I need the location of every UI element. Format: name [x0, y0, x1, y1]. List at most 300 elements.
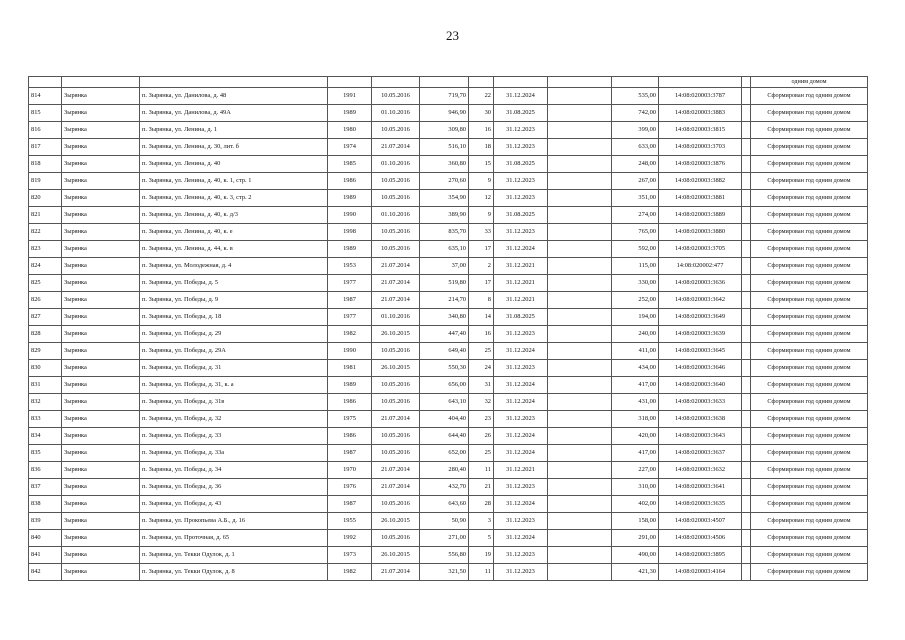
settlement-cell: Зырянка [62, 530, 140, 547]
address-cell: п. Зырянка, ул. Ленина, д. 1 [140, 122, 328, 139]
cost-cell: 434,00 [612, 360, 659, 377]
row-number-cell: 821 [29, 207, 62, 224]
cadastral-number-cell: 14:08:020003:3705 [659, 241, 742, 258]
address-cell: п. Зырянка, ул. Победы, д. 43 [140, 496, 328, 513]
date-cell: 26.10.2015 [372, 360, 420, 377]
date-cell: 21.07.2014 [372, 275, 420, 292]
method-cell: Сформирован год одним домом [751, 394, 868, 411]
method-cell: Сформирован год одним домом [751, 241, 868, 258]
cadastral-number-cell: 14:08:020003:3876 [659, 156, 742, 173]
cadastral-number-cell: 14:08:020003:4506 [659, 530, 742, 547]
method-cell: Сформирован год одним домом [751, 207, 868, 224]
settlement-cell: Зырянка [62, 309, 140, 326]
address-cell: п. Зырянка, ул. Победы, д. 5 [140, 275, 328, 292]
area-cell: 389,90 [420, 207, 469, 224]
cost-cell: 115,00 [612, 258, 659, 275]
year-cell: 1976 [328, 479, 372, 496]
empty-cell [548, 88, 612, 105]
cadastral-number-cell: 14:08:020003:3880 [659, 224, 742, 241]
cost-cell: 633,00 [612, 139, 659, 156]
cost-cell: 431,00 [612, 394, 659, 411]
date-cell: 01.10.2016 [372, 156, 420, 173]
empty-cell [742, 411, 751, 428]
table-row [29, 190, 868, 207]
empty-cell [548, 343, 612, 360]
empty-cell [742, 445, 751, 462]
table-row [29, 530, 868, 547]
cost-cell: 402,00 [612, 496, 659, 513]
settlement-cell: Зырянка [62, 343, 140, 360]
empty-cell [548, 326, 612, 343]
page-number: 23 [446, 28, 459, 43]
empty-cell [742, 428, 751, 445]
year-cell: 1982 [328, 564, 372, 581]
units-cell: 31 [469, 377, 494, 394]
row-number-cell: 816 [29, 122, 62, 139]
method-cell: Сформирован год одним домом [751, 224, 868, 241]
method-cell: Сформирован год одним домом [751, 122, 868, 139]
cost-cell: 274,00 [612, 207, 659, 224]
year-cell: 1955 [328, 513, 372, 530]
units-cell: 18 [469, 139, 494, 156]
year-cell: 1990 [328, 207, 372, 224]
empty-cell [548, 479, 612, 496]
cadastral-number-cell: 14:08:020003:3643 [659, 428, 742, 445]
empty-cell [742, 241, 751, 258]
units-cell: 26 [469, 428, 494, 445]
address-cell: п. Зырянка, ул. Текки Одулок, д. 8 [140, 564, 328, 581]
empty-cell [548, 360, 612, 377]
empty-cell [742, 139, 751, 156]
area-cell: 50,90 [420, 513, 469, 530]
date-cell: 21.07.2014 [372, 462, 420, 479]
table-row [29, 224, 868, 241]
area-cell: 37,00 [420, 258, 469, 275]
address-cell: п. Зырянка, ул. Ленина, д. 40, к. е [140, 224, 328, 241]
empty-cell [548, 105, 612, 122]
empty-cell [548, 564, 612, 581]
deadline-cell: 31.12.2023 [494, 224, 548, 241]
date-cell: 01.10.2016 [372, 207, 420, 224]
empty-cell [742, 394, 751, 411]
table-row [29, 105, 868, 122]
year-cell: 1987 [328, 496, 372, 513]
address-cell: п. Зырянка, ул. Победы, д. 31в [140, 394, 328, 411]
empty-cell [548, 139, 612, 156]
empty-cell [548, 292, 612, 309]
cost-cell: 194,00 [612, 309, 659, 326]
method-cell: Сформирован год одним домом [751, 547, 868, 564]
empty-cell [548, 190, 612, 207]
area-cell: 432,70 [420, 479, 469, 496]
date-cell: 10.05.2016 [372, 530, 420, 547]
date-cell: 01.10.2016 [372, 309, 420, 326]
empty-cell [548, 394, 612, 411]
cost-cell: 248,00 [612, 156, 659, 173]
cadastral-number-cell: 14:08:020003:3815 [659, 122, 742, 139]
cost-cell: 417,00 [612, 445, 659, 462]
address-cell: п. Зырянка, ул. Победы, д. 36 [140, 479, 328, 496]
deadline-cell: 31.12.2021 [494, 292, 548, 309]
cost-cell: 535,00 [612, 88, 659, 105]
address-cell: п. Зырянка, ул. Ленина, д. 30, лит. б [140, 139, 328, 156]
area-cell: 309,80 [420, 122, 469, 139]
cost-cell: 240,00 [612, 326, 659, 343]
date-cell: 21.07.2014 [372, 258, 420, 275]
table-row [29, 122, 868, 139]
date-cell: 10.05.2016 [372, 428, 420, 445]
empty-cell [548, 224, 612, 241]
address-cell: п. Зырянка, ул. Проточная, д. 65 [140, 530, 328, 547]
deadline-cell: 31.12.2021 [494, 258, 548, 275]
year-cell: 1998 [328, 224, 372, 241]
area-cell: 550,30 [420, 360, 469, 377]
cadastral-number-cell: 14:08:020003:3633 [659, 394, 742, 411]
year-cell: 1989 [328, 241, 372, 258]
settlement-cell: Зырянка [62, 445, 140, 462]
units-cell: 5 [469, 530, 494, 547]
table-row [29, 173, 868, 190]
year-cell: 1991 [328, 88, 372, 105]
address-cell: п. Зырянка, ул. Победы, д. 33 [140, 428, 328, 445]
settlement-cell: Зырянка [62, 479, 140, 496]
method-cell: Сформирован год одним домом [751, 292, 868, 309]
year-cell: 1977 [328, 309, 372, 326]
units-cell: 24 [469, 360, 494, 377]
empty-cell [742, 564, 751, 581]
area-cell: 643,10 [420, 394, 469, 411]
cost-cell: 417,00 [612, 377, 659, 394]
row-number-cell: 822 [29, 224, 62, 241]
date-cell: 26.10.2015 [372, 326, 420, 343]
address-cell: п. Зырянка, ул. Победы, д. 34 [140, 462, 328, 479]
cost-cell: 310,00 [612, 479, 659, 496]
area-cell: 635,10 [420, 241, 469, 258]
cadastral-number-cell: 14:08:020003:3889 [659, 207, 742, 224]
empty-cell [548, 496, 612, 513]
cost-cell: 291,00 [612, 530, 659, 547]
date-cell: 10.05.2016 [372, 445, 420, 462]
settlement-cell: Зырянка [62, 122, 140, 139]
year-cell: 1986 [328, 394, 372, 411]
cadastral-number-cell: 14:08:020003:3632 [659, 462, 742, 479]
table-row-continuation [29, 77, 868, 88]
deadline-cell: 31.12.2021 [494, 275, 548, 292]
date-cell: 10.05.2016 [372, 394, 420, 411]
address-cell: п. Зырянка, ул. Данилова, д. 48 [140, 88, 328, 105]
deadline-cell: 31.12.2024 [494, 496, 548, 513]
empty-cell [548, 530, 612, 547]
empty-cell [548, 411, 612, 428]
address-cell: п. Зырянка, ул. Победы, д. 33а [140, 445, 328, 462]
deadline-cell: 31.12.2023 [494, 547, 548, 564]
date-cell: 21.07.2014 [372, 564, 420, 581]
empty-cell [548, 445, 612, 462]
address-cell: п. Зырянка, ул. Ленина, д. 40, к. 3, стр. 2 [140, 190, 328, 207]
table-row [29, 445, 868, 462]
settlement-cell: Зырянка [62, 88, 140, 105]
date-cell: 21.07.2014 [372, 479, 420, 496]
table-row [29, 156, 868, 173]
address-cell: п. Зырянка, ул. Победы, д. 9 [140, 292, 328, 309]
table-row [29, 360, 868, 377]
year-cell: 1953 [328, 258, 372, 275]
units-cell: 21 [469, 479, 494, 496]
settlement-cell: Зырянка [62, 326, 140, 343]
deadline-cell: 31.12.2023 [494, 479, 548, 496]
deadline-cell: 31.12.2021 [494, 462, 548, 479]
deadline-cell: 31.12.2023 [494, 173, 548, 190]
row-number-cell: 835 [29, 445, 62, 462]
deadline-cell: 31.12.2024 [494, 343, 548, 360]
address-cell: п. Зырянка, ул. Победы, д. 31 [140, 360, 328, 377]
year-cell: 1970 [328, 462, 372, 479]
empty-cell [742, 513, 751, 530]
empty-cell [742, 122, 751, 139]
area-cell: 360,80 [420, 156, 469, 173]
settlement-cell: Зырянка [62, 564, 140, 581]
settlement-cell: Зырянка [62, 462, 140, 479]
deadline-cell: 31.08.2025 [494, 309, 548, 326]
empty-cell [548, 309, 612, 326]
date-cell: 10.05.2016 [372, 173, 420, 190]
row-number-cell: 842 [29, 564, 62, 581]
cadastral-number-cell: 14:08:020003:3883 [659, 105, 742, 122]
deadline-cell: 31.12.2024 [494, 428, 548, 445]
settlement-cell: Зырянка [62, 275, 140, 292]
units-cell: 33 [469, 224, 494, 241]
date-cell: 21.07.2014 [372, 292, 420, 309]
deadline-cell: 31.12.2024 [494, 377, 548, 394]
area-cell: 354,90 [420, 190, 469, 207]
settlement-cell: Зырянка [62, 411, 140, 428]
empty-cell [548, 173, 612, 190]
units-cell: 9 [469, 173, 494, 190]
area-cell: 519,80 [420, 275, 469, 292]
settlement-cell: Зырянка [62, 207, 140, 224]
cost-cell: 267,00 [612, 173, 659, 190]
empty-cell [548, 462, 612, 479]
settlement-cell: Зырянка [62, 394, 140, 411]
empty-cell [742, 377, 751, 394]
units-cell: 16 [469, 122, 494, 139]
date-cell: 10.05.2016 [372, 343, 420, 360]
row-number-cell: 828 [29, 326, 62, 343]
empty-cell [742, 326, 751, 343]
address-cell: п. Зырянка, ул. Ленина, д. 40, к. 1, стр. 1 [140, 173, 328, 190]
table-row [29, 411, 868, 428]
date-cell: 10.05.2016 [372, 224, 420, 241]
deadline-cell: 31.12.2024 [494, 88, 548, 105]
units-cell: 23 [469, 411, 494, 428]
address-cell: п. Зырянка, ул. Данилова, д. 49А [140, 105, 328, 122]
row-number-cell: 827 [29, 309, 62, 326]
area-cell: 719,70 [420, 88, 469, 105]
year-cell: 1992 [328, 530, 372, 547]
deadline-cell: 31.12.2023 [494, 326, 548, 343]
year-cell: 1990 [328, 343, 372, 360]
settlement-cell: Зырянка [62, 360, 140, 377]
cadastral-number-cell: 14:08:020002:477 [659, 258, 742, 275]
method-cell: Сформирован год одним домом [751, 139, 868, 156]
table-row [29, 479, 868, 496]
row-number-cell: 823 [29, 241, 62, 258]
year-cell: 1987 [328, 292, 372, 309]
row-number-cell: 831 [29, 377, 62, 394]
year-cell: 1989 [328, 105, 372, 122]
address-cell: п. Зырянка, ул. Ленина, д. 40 [140, 156, 328, 173]
year-cell: 1985 [328, 156, 372, 173]
settlement-cell: Зырянка [62, 105, 140, 122]
address-cell: п. Зырянка, ул. Победы, д. 32 [140, 411, 328, 428]
units-cell: 3 [469, 513, 494, 530]
empty-cell [742, 309, 751, 326]
year-cell: 1986 [328, 173, 372, 190]
row-number-cell: 814 [29, 88, 62, 105]
cadastral-number-cell: 14:08:020003:3646 [659, 360, 742, 377]
empty-cell [742, 156, 751, 173]
empty-cell [548, 428, 612, 445]
empty-cell [548, 275, 612, 292]
empty-cell [742, 479, 751, 496]
table-row [29, 258, 868, 275]
units-cell: 16 [469, 326, 494, 343]
settlement-cell: Зырянка [62, 547, 140, 564]
settlement-cell: Зырянка [62, 139, 140, 156]
units-cell: 9 [469, 207, 494, 224]
row-number-cell: 834 [29, 428, 62, 445]
date-cell: 01.10.2016 [372, 105, 420, 122]
empty-cell [548, 122, 612, 139]
area-cell: 321,50 [420, 564, 469, 581]
empty-cell [742, 275, 751, 292]
year-cell: 1982 [328, 326, 372, 343]
table-row [29, 564, 868, 581]
empty-cell [548, 241, 612, 258]
empty-cell [742, 224, 751, 241]
empty-cell [548, 258, 612, 275]
row-number-cell: 833 [29, 411, 62, 428]
empty-cell [548, 547, 612, 564]
register-table-body [29, 77, 868, 581]
cost-cell: 765,00 [612, 224, 659, 241]
date-cell: 10.05.2016 [372, 377, 420, 394]
settlement-cell: Зырянка [62, 156, 140, 173]
address-cell: п. Зырянка, ул. Прокопьева А.Б., д. 16 [140, 513, 328, 530]
method-cell: Сформирован год одним домом [751, 88, 868, 105]
units-cell: 28 [469, 496, 494, 513]
area-cell: 556,80 [420, 547, 469, 564]
area-cell: 270,60 [420, 173, 469, 190]
units-cell: 12 [469, 190, 494, 207]
table-row [29, 428, 868, 445]
row-number-cell: 832 [29, 394, 62, 411]
deadline-cell: 31.12.2023 [494, 513, 548, 530]
method-cell: Сформирован год одним домом [751, 530, 868, 547]
units-cell: 17 [469, 275, 494, 292]
method-cell: Сформирован год одним домом [751, 343, 868, 360]
units-cell: 14 [469, 309, 494, 326]
date-cell: 10.05.2016 [372, 496, 420, 513]
method-cell: Сформирован год одним домом [751, 190, 868, 207]
cadastral-number-cell: 14:08:020003:3635 [659, 496, 742, 513]
empty-cell [548, 207, 612, 224]
row-number-cell: 839 [29, 513, 62, 530]
settlement-cell: Зырянка [62, 258, 140, 275]
address-cell: п. Зырянка, ул. Текки Одулок, д. 1 [140, 547, 328, 564]
table-row [29, 139, 868, 156]
row-number-cell: 841 [29, 547, 62, 564]
year-cell: 1975 [328, 411, 372, 428]
units-cell: 22 [469, 88, 494, 105]
method-cell: Сформирован год одним домом [751, 156, 868, 173]
table-row [29, 343, 868, 360]
empty-cell [742, 360, 751, 377]
settlement-cell: Зырянка [62, 292, 140, 309]
area-cell: 835,70 [420, 224, 469, 241]
year-cell: 1989 [328, 377, 372, 394]
year-cell: 1981 [328, 360, 372, 377]
method-cell: Сформирован год одним домом [751, 564, 868, 581]
row-number-cell: 838 [29, 496, 62, 513]
deadline-cell: 31.12.2023 [494, 564, 548, 581]
deadline-cell: 31.12.2023 [494, 190, 548, 207]
units-cell: 15 [469, 156, 494, 173]
settlement-cell: Зырянка [62, 428, 140, 445]
units-cell: 11 [469, 564, 494, 581]
area-cell: 340,80 [420, 309, 469, 326]
method-cell: Сформирован год одним домом [751, 360, 868, 377]
method-cell: Сформирован год одним домом [751, 411, 868, 428]
method-cell: Сформирован год одним домом [751, 428, 868, 445]
empty-cell [742, 88, 751, 105]
empty-cell [742, 547, 751, 564]
table-row [29, 496, 868, 513]
method-cell: Сформирован год одним домом [751, 275, 868, 292]
table-row [29, 513, 868, 530]
empty-cell [548, 377, 612, 394]
cost-cell: 351,00 [612, 190, 659, 207]
address-cell: п. Зырянка, ул. Победы, д. 31, к. а [140, 377, 328, 394]
area-cell: 447,40 [420, 326, 469, 343]
settlement-cell: Зырянка [62, 173, 140, 190]
cadastral-number-cell: 14:08:020003:4507 [659, 513, 742, 530]
cost-cell: 318,00 [612, 411, 659, 428]
area-cell: 644,40 [420, 428, 469, 445]
cadastral-number-cell: 14:08:020003:3637 [659, 445, 742, 462]
deadline-cell: 31.12.2023 [494, 139, 548, 156]
table-row [29, 275, 868, 292]
cost-cell: 490,00 [612, 547, 659, 564]
settlement-cell: Зырянка [62, 224, 140, 241]
cadastral-number-cell: 14:08:020003:3641 [659, 479, 742, 496]
deadline-cell: 31.12.2024 [494, 394, 548, 411]
date-cell: 26.10.2015 [372, 547, 420, 564]
row-number-cell: 817 [29, 139, 62, 156]
cost-cell: 592,00 [612, 241, 659, 258]
area-cell: 946,90 [420, 105, 469, 122]
deadline-cell: 31.12.2023 [494, 360, 548, 377]
table-row [29, 292, 868, 309]
cost-cell: 158,00 [612, 513, 659, 530]
table-row [29, 207, 868, 224]
cadastral-number-cell: 14:08:020003:3649 [659, 309, 742, 326]
deadline-cell: 31.08.2025 [494, 207, 548, 224]
table-row [29, 309, 868, 326]
address-cell: п. Зырянка, ул. Ленина, д. 40, к. д/3 [140, 207, 328, 224]
row-number-cell: 815 [29, 105, 62, 122]
method-cell: Сформирован год одним домом [751, 105, 868, 122]
